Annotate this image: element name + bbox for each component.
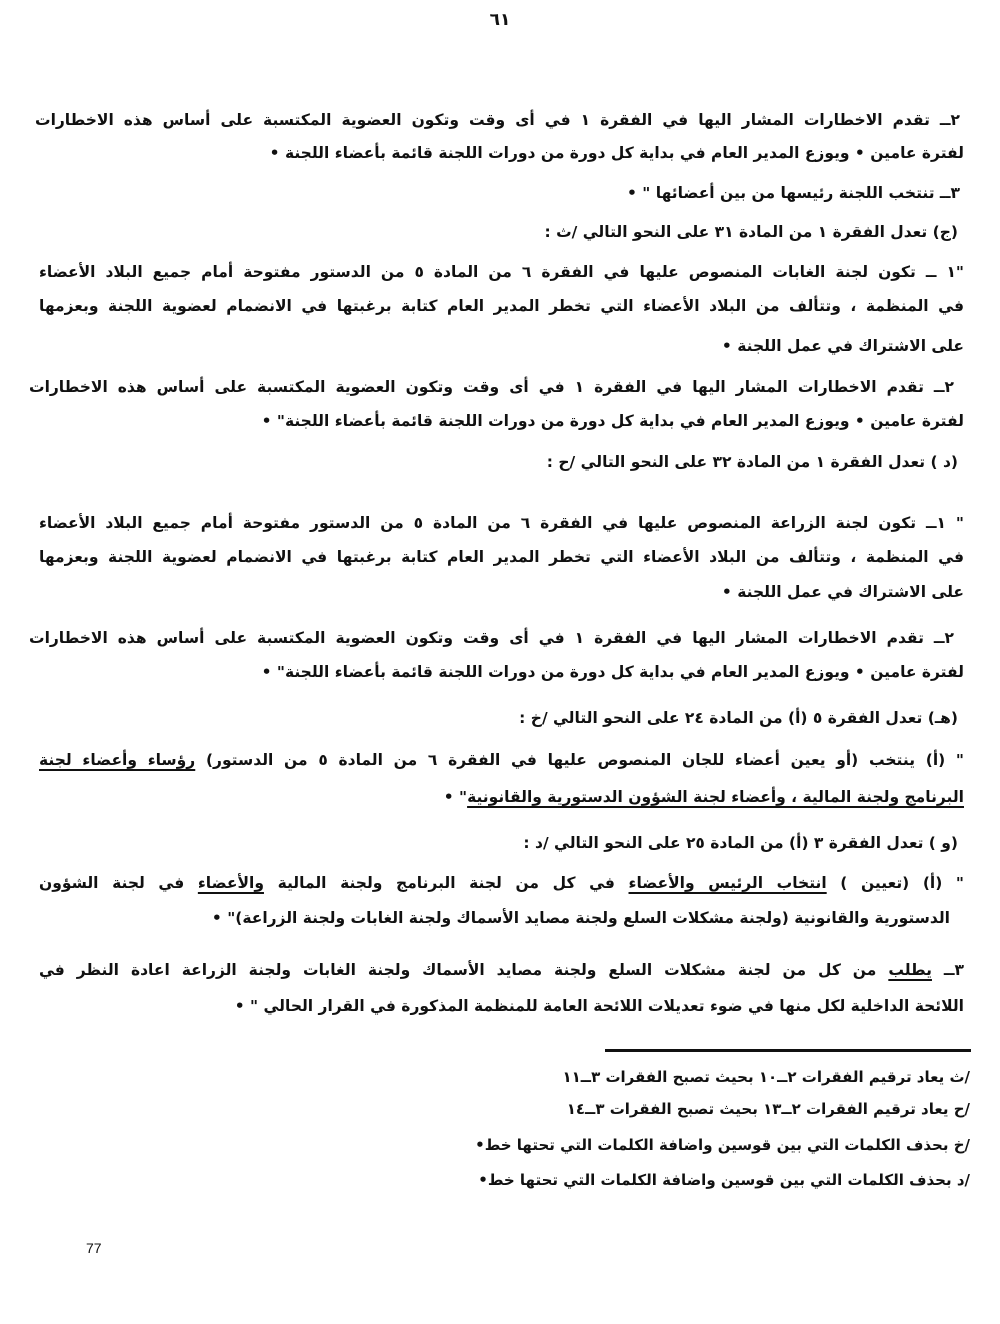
text-segment: لفترة عامين • ويوزع المدير العام في بداية كل دورة من دورات اللجنة قائمة بأعضاء اللجنة" • <box>261 663 964 681</box>
text-line <box>39 545 964 569</box>
text-line <box>270 141 964 165</box>
text-segment: (ج) تعدل الفقرة ١ من المادة ٣١ على النحو التالي /ث : <box>544 223 958 241</box>
text-segment: (هـ) تعدل الفقرة ٥ (أ) من المادة ٢٤ على النحو التالي /خ : <box>519 709 958 727</box>
text-line <box>35 108 960 132</box>
text-segment: " • <box>443 788 468 806</box>
text-segment: ٢ــ تقدم الاخطارات المشار اليها في الفقرة ١ في أى وقت وتكون العضوية المكتسبة على أساس هذه الاخطارات <box>29 629 954 647</box>
text-line <box>235 994 964 1018</box>
text-segment: ٣ــ <box>931 961 964 979</box>
text-segment: من كل من لجنة مشكلات السلع ولجنة مصايد الأسماك ولجنة الغابات ولجنة الزراعة اعادة النظر في <box>39 961 889 979</box>
page-number-bottom: 77 <box>86 1240 102 1256</box>
text-line <box>262 409 964 433</box>
text-segment: (د ) تعدل الفقرة ١ من المادة ٣٢ على النحو التالي /ح : <box>546 453 958 471</box>
text-line <box>262 660 964 684</box>
text-line <box>39 748 964 772</box>
text-segment: ٢ــ تقدم الاخطارات المشار اليها في الفقرة ١ في أى وقت وتكون العضوية المكتسبة على أساس هذه الاخطارات <box>35 111 960 129</box>
underlined-text: يطلب <box>888 961 932 979</box>
text-line <box>519 706 958 730</box>
text-segment: ٣ــ تنتخب اللجنة رئيسها من بين أعضائها " • <box>626 184 960 202</box>
text-segment: " (أ) (تعيين ) <box>826 874 965 892</box>
text-segment: (و ) تعدل الفقرة ٣ (أ) من المادة ٢٥ على النحو التالي /د : <box>523 834 958 852</box>
text-segment: في لجنة الشؤون <box>39 874 198 892</box>
page-number-top: ٦١ <box>489 10 511 30</box>
text-line <box>627 181 960 205</box>
underlined-text: والأعضاء <box>197 874 264 892</box>
text-segment: "١ ــ تكون لجنة الغابات المنصوص عليها في الفقرة ٦ من المادة ٥ من الدستور مفتوحة أمام جميع البلاد الأعضاء <box>39 263 964 281</box>
text-line <box>39 294 964 318</box>
text-segment: اللائحة الداخلية لكل منها في ضوء تعديلات اللائحة العامة للمنظمة المذكورة في القرار الحالي " • <box>234 997 964 1015</box>
text-line <box>212 906 950 930</box>
text-segment: في المنظمة ، وتتألف من البلاد الأعضاء التي تخطر المدير العام كتابة برغبتها في الانضمام لعضوية اللجنة وبعزمها <box>39 548 964 566</box>
text-segment: على الاشتراك في عمل اللجنة • <box>721 337 964 355</box>
underlined-text: انتخاب الرئيس والأعضاء <box>628 874 827 892</box>
footnote: /د بحذف الكلمات التي بين قوسين واضافة الكلمات التي تحتها خط• <box>478 1171 970 1189</box>
text-segment: لفترة عامين • ويوزع المدير العام في بداية كل دورة من دورات اللجنة قائمة بأعضاء اللجنة" • <box>261 412 964 430</box>
text-line <box>547 450 958 474</box>
text-line <box>39 871 964 895</box>
footnote-separator <box>605 1049 971 1052</box>
text-line <box>39 511 964 535</box>
text-line <box>29 626 954 650</box>
text-segment: الدستورية والقانونية (ولجنة مشكلات السلع ولجنة مصايد الأسماك ولجنة الغابات ولجنة الزراعة)" • <box>211 909 950 927</box>
text-segment: على الاشتراك في عمل اللجنة • <box>721 583 964 601</box>
text-segment: في المنظمة ، وتتألف من البلاد الأعضاء التي تخطر المدير العام كتابة برغبتها في الانضمام لعضوية اللجنة وبعزمها <box>39 297 964 315</box>
text-line <box>39 260 964 284</box>
text-line <box>722 334 964 358</box>
footnote: /ث يعاد ترقيم الفقرات ٢ــ١٠ بحيث تصبح الفقرات ٣ــ١١ <box>562 1068 970 1086</box>
text-segment: ٢ــ تقدم الاخطارات المشار اليها في الفقرة ١ في أى وقت وتكون العضوية المكتسبة على أساس هذه الاخطارات <box>29 378 954 396</box>
text-line <box>39 958 964 982</box>
underlined-text: البرنامج ولجنة المالية ، وأعضاء لجنة الشؤون الدستورية والقانونية <box>467 788 964 806</box>
text-line <box>444 785 964 809</box>
text-line <box>545 220 958 244</box>
text-line <box>29 375 954 399</box>
text-line <box>523 831 958 855</box>
text-segment: " (أ) ينتخب (أو يعين أعضاء للجان المنصوص عليها في الفقرة ٦ من المادة ٥ من الدستور) <box>195 751 965 769</box>
text-segment: في كل من لجنة البرنامج ولجنة المالية <box>263 874 629 892</box>
text-segment: " ١ــ تكون لجنة الزراعة المنصوص عليها في الفقرة ٦ من المادة ٥ من الدستور مفتوحة أمام جميع البلاد الأعضاء <box>39 514 964 532</box>
underlined-text: رؤساء وأعضاء لجنة <box>39 751 196 769</box>
text-segment: لفترة عامين • ويوزع المدير العام في بداية كل دورة من دورات اللجنة قائمة بأعضاء اللجنة • <box>269 144 964 162</box>
footnote: /ح يعاد ترقيم الفقرات ٢ــ١٣ بحيث تصبح الفقرات ٣ــ١٤ <box>566 1100 970 1118</box>
footnote: /خ بحذف الكلمات التي بين قوسين واضافة الكلمات التي تحتها خط• <box>475 1136 970 1154</box>
text-line <box>722 580 964 604</box>
